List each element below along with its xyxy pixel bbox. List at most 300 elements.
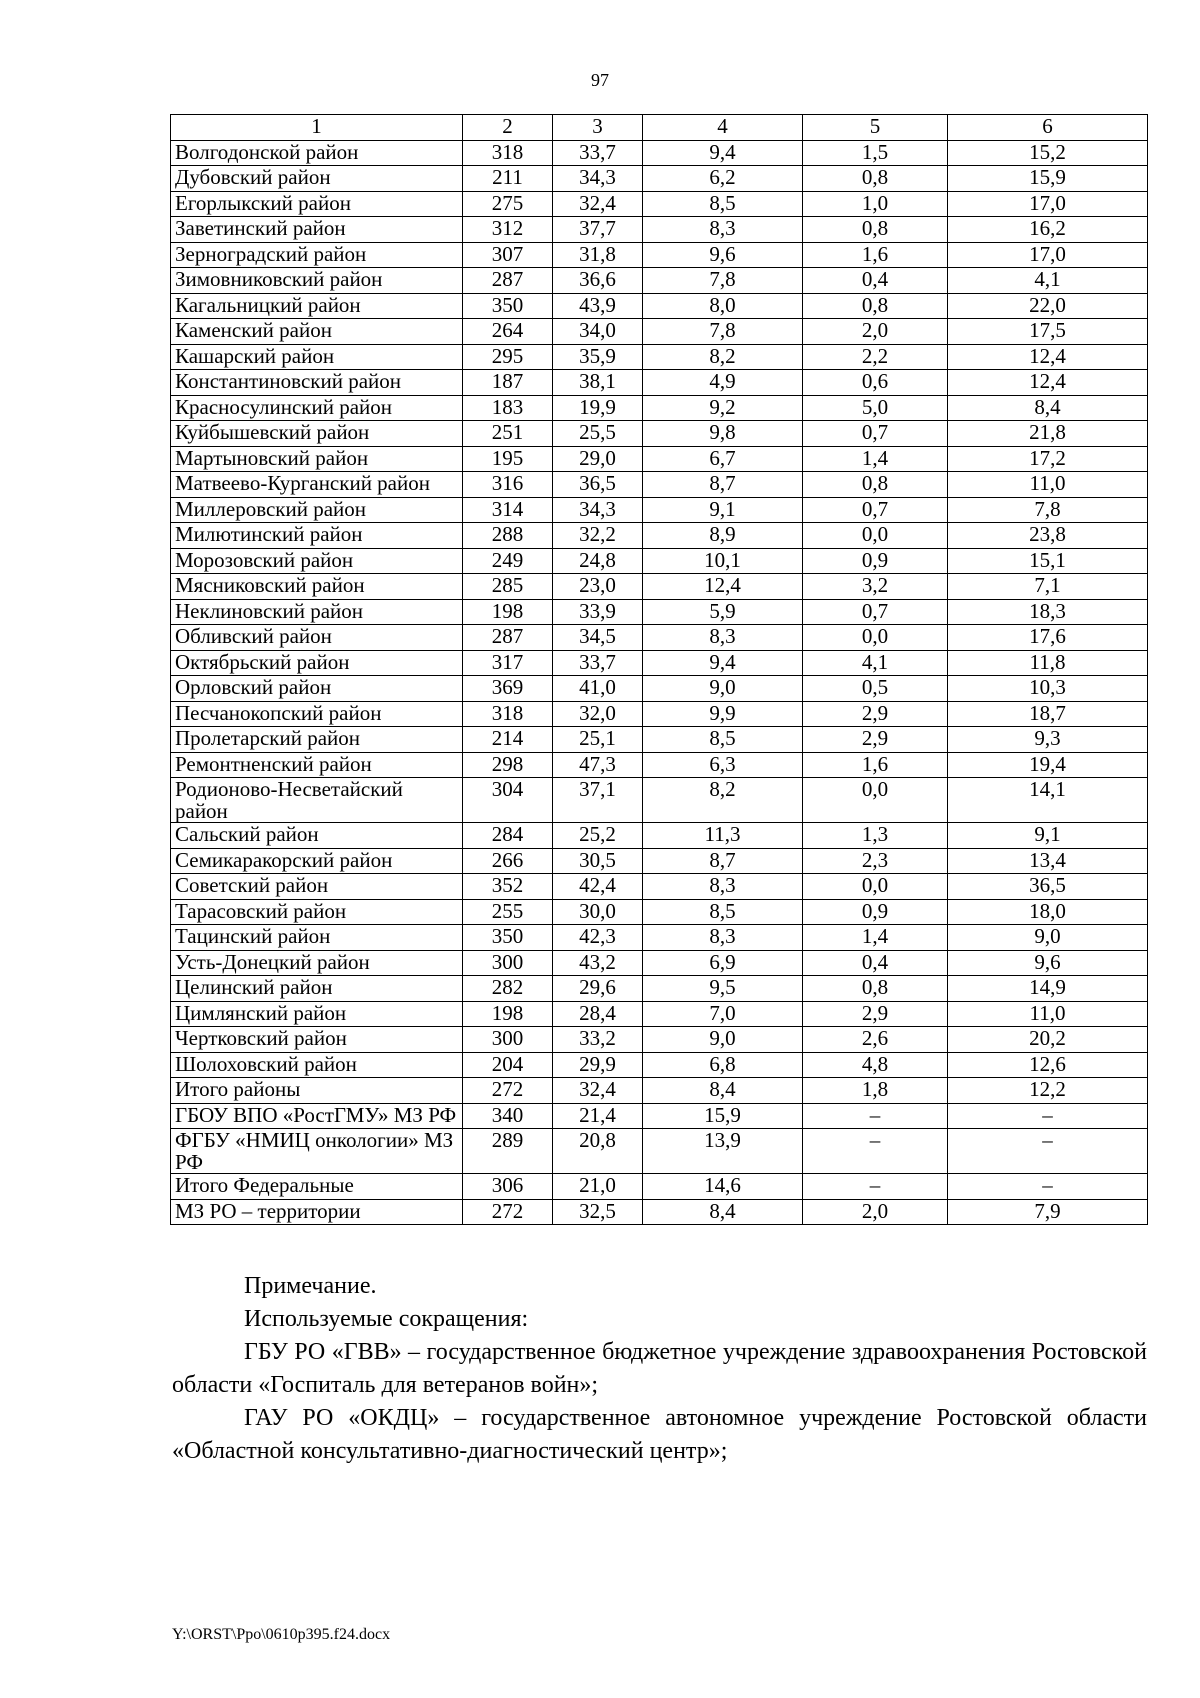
- value-cell: 272: [463, 1078, 553, 1104]
- value-cell: 317: [463, 650, 553, 676]
- value-cell: 12,6: [948, 1052, 1148, 1078]
- value-cell: 10,3: [948, 676, 1148, 702]
- value-cell: 4,1: [803, 650, 948, 676]
- row-label-cell: Мясниковский район: [171, 574, 463, 600]
- table-row: [171, 848, 1148, 874]
- row-label-cell: Песчанокопский район: [171, 701, 463, 727]
- table-row: [171, 676, 1148, 702]
- value-cell: 14,1: [948, 778, 1148, 823]
- value-cell: 34,5: [553, 625, 643, 651]
- value-cell: 0,0: [803, 625, 948, 651]
- note-subtitle: Используемые сокращения:: [244, 1306, 529, 1332]
- row-label-cell: Семикаракорский район: [171, 848, 463, 874]
- row-label-cell: Сальский район: [171, 823, 463, 849]
- value-cell: 314: [463, 497, 553, 523]
- value-cell: 8,3: [643, 625, 803, 651]
- value-cell: 8,7: [643, 848, 803, 874]
- row-label-cell: Усть-Донецкий район: [171, 950, 463, 976]
- value-cell: 9,9: [643, 701, 803, 727]
- table-row: [171, 370, 1148, 396]
- row-label-cell: Заветинский район: [171, 217, 463, 243]
- value-cell: 12,4: [643, 574, 803, 600]
- table-row: [171, 421, 1148, 447]
- value-cell: 285: [463, 574, 553, 600]
- value-cell: 21,0: [553, 1174, 643, 1200]
- table-row: [171, 497, 1148, 523]
- note-item-okdc: ГАУ РО «ОКДЦ» – государственное автономное учреждение Ростовской области «Областной консультативно-диагностический центр»;: [172, 1405, 1147, 1464]
- row-label-cell: Родионово-Несветайский район: [171, 778, 463, 823]
- value-cell: 1,0: [803, 191, 948, 217]
- table-row: [171, 472, 1148, 498]
- value-cell: 5,9: [643, 599, 803, 625]
- value-cell: 204: [463, 1052, 553, 1078]
- value-cell: 34,0: [553, 319, 643, 345]
- value-cell: 8,5: [643, 899, 803, 925]
- value-cell: 289: [463, 1129, 553, 1174]
- row-label-cell: МЗ РО – территории: [171, 1199, 463, 1225]
- value-cell: 288: [463, 523, 553, 549]
- value-cell: 287: [463, 625, 553, 651]
- value-cell: 30,0: [553, 899, 643, 925]
- row-label-cell: Егорлыкский район: [171, 191, 463, 217]
- value-cell: 284: [463, 823, 553, 849]
- value-cell: 369: [463, 676, 553, 702]
- value-cell: 0,9: [803, 548, 948, 574]
- table-row: [171, 344, 1148, 370]
- value-cell: 6,8: [643, 1052, 803, 1078]
- value-cell: 2,2: [803, 344, 948, 370]
- value-cell: –: [803, 1129, 948, 1174]
- value-cell: 340: [463, 1103, 553, 1129]
- value-cell: 300: [463, 1027, 553, 1053]
- value-cell: –: [803, 1103, 948, 1129]
- table-row: [171, 1001, 1148, 1027]
- value-cell: 8,4: [643, 1199, 803, 1225]
- row-label-cell: Волгодонской район: [171, 140, 463, 166]
- table-row: [171, 752, 1148, 778]
- table-row: [171, 523, 1148, 549]
- value-cell: 9,6: [948, 950, 1148, 976]
- value-cell: 9,5: [643, 976, 803, 1002]
- value-cell: 21,4: [553, 1103, 643, 1129]
- row-label-cell: Тацинский район: [171, 925, 463, 951]
- value-cell: 37,7: [553, 217, 643, 243]
- value-cell: 6,2: [643, 166, 803, 192]
- value-cell: 9,3: [948, 727, 1148, 753]
- value-cell: 31,8: [553, 242, 643, 268]
- row-label-cell: Красносулинский район: [171, 395, 463, 421]
- row-label-cell: Каменский район: [171, 319, 463, 345]
- value-cell: –: [803, 1174, 948, 1200]
- value-cell: 36,5: [553, 472, 643, 498]
- value-cell: 2,9: [803, 1001, 948, 1027]
- value-cell: –: [948, 1174, 1148, 1200]
- value-cell: 195: [463, 446, 553, 472]
- value-cell: 17,2: [948, 446, 1148, 472]
- note-title: Примечание.: [244, 1273, 377, 1299]
- table-row: [171, 823, 1148, 849]
- value-cell: 33,9: [553, 599, 643, 625]
- row-label-cell: ФГБУ «НМИЦ онкологии» МЗ РФ: [171, 1129, 463, 1174]
- value-cell: 287: [463, 268, 553, 294]
- value-cell: 3,2: [803, 574, 948, 600]
- value-cell: 318: [463, 140, 553, 166]
- value-cell: 35,9: [553, 344, 643, 370]
- value-cell: 0,8: [803, 976, 948, 1002]
- value-cell: 0,0: [803, 874, 948, 900]
- table-row: [171, 574, 1148, 600]
- value-cell: 42,4: [553, 874, 643, 900]
- table-row: [171, 319, 1148, 345]
- value-cell: 15,9: [643, 1103, 803, 1129]
- value-cell: 37,1: [553, 778, 643, 823]
- value-cell: 18,0: [948, 899, 1148, 925]
- value-cell: 33,7: [553, 650, 643, 676]
- value-cell: 2,6: [803, 1027, 948, 1053]
- row-label-cell: Матвеево-Курганский район: [171, 472, 463, 498]
- value-cell: 34,3: [553, 166, 643, 192]
- row-label-cell: Ремонтненский район: [171, 752, 463, 778]
- value-cell: 1,5: [803, 140, 948, 166]
- value-cell: 8,7: [643, 472, 803, 498]
- row-label-cell: Константиновский район: [171, 370, 463, 396]
- value-cell: 6,3: [643, 752, 803, 778]
- value-cell: 1,6: [803, 242, 948, 268]
- value-cell: 14,9: [948, 976, 1148, 1002]
- value-cell: 8,9: [643, 523, 803, 549]
- value-cell: 8,3: [643, 925, 803, 951]
- table-body: [171, 140, 1148, 1225]
- column-header-2: 2: [463, 115, 553, 141]
- value-cell: 8,3: [643, 874, 803, 900]
- value-cell: 211: [463, 166, 553, 192]
- table-row: [171, 1078, 1148, 1104]
- value-cell: 255: [463, 899, 553, 925]
- value-cell: 8,2: [643, 778, 803, 823]
- value-cell: 20,2: [948, 1027, 1148, 1053]
- value-cell: 198: [463, 1001, 553, 1027]
- value-cell: 11,0: [948, 472, 1148, 498]
- value-cell: 275: [463, 191, 553, 217]
- value-cell: 11,8: [948, 650, 1148, 676]
- value-cell: 13,4: [948, 848, 1148, 874]
- value-cell: 350: [463, 925, 553, 951]
- value-cell: 32,4: [553, 191, 643, 217]
- value-cell: 10,1: [643, 548, 803, 574]
- value-cell: 7,9: [948, 1199, 1148, 1225]
- value-cell: 42,3: [553, 925, 643, 951]
- value-cell: 0,4: [803, 268, 948, 294]
- value-cell: 300: [463, 950, 553, 976]
- value-cell: 352: [463, 874, 553, 900]
- value-cell: 24,8: [553, 548, 643, 574]
- table-row: [171, 976, 1148, 1002]
- row-label-cell: Цимлянский район: [171, 1001, 463, 1027]
- table-row: [171, 650, 1148, 676]
- value-cell: 0,8: [803, 166, 948, 192]
- value-cell: 34,3: [553, 497, 643, 523]
- value-cell: 198: [463, 599, 553, 625]
- value-cell: 350: [463, 293, 553, 319]
- value-cell: 14,6: [643, 1174, 803, 1200]
- value-cell: 7,8: [643, 268, 803, 294]
- value-cell: 16,2: [948, 217, 1148, 243]
- value-cell: 29,9: [553, 1052, 643, 1078]
- row-label-cell: ГБОУ ВПО «РостГМУ» МЗ РФ: [171, 1103, 463, 1129]
- row-label-cell: Советский район: [171, 874, 463, 900]
- table-row: [171, 1027, 1148, 1053]
- value-cell: 11,0: [948, 1001, 1148, 1027]
- row-label-cell: Орловский район: [171, 676, 463, 702]
- value-cell: 183: [463, 395, 553, 421]
- value-cell: 28,4: [553, 1001, 643, 1027]
- row-label-cell: Пролетарский район: [171, 727, 463, 753]
- value-cell: 12,2: [948, 1078, 1148, 1104]
- value-cell: 17,5: [948, 319, 1148, 345]
- value-cell: 8,4: [643, 1078, 803, 1104]
- value-cell: 306: [463, 1174, 553, 1200]
- value-cell: 15,9: [948, 166, 1148, 192]
- value-cell: 298: [463, 752, 553, 778]
- value-cell: 0,8: [803, 472, 948, 498]
- value-cell: 318: [463, 701, 553, 727]
- table-row: [171, 268, 1148, 294]
- value-cell: 266: [463, 848, 553, 874]
- value-cell: 2,3: [803, 848, 948, 874]
- value-cell: 312: [463, 217, 553, 243]
- value-cell: 9,4: [643, 140, 803, 166]
- table-row: [171, 727, 1148, 753]
- value-cell: 33,2: [553, 1027, 643, 1053]
- column-header-1: 1: [171, 115, 463, 141]
- value-cell: 9,0: [643, 1027, 803, 1053]
- value-cell: 30,5: [553, 848, 643, 874]
- value-cell: 0,9: [803, 899, 948, 925]
- value-cell: 13,9: [643, 1129, 803, 1174]
- value-cell: 29,0: [553, 446, 643, 472]
- row-label-cell: Зимовниковский район: [171, 268, 463, 294]
- value-cell: 7,0: [643, 1001, 803, 1027]
- table-row: [171, 1199, 1148, 1225]
- value-cell: 43,2: [553, 950, 643, 976]
- row-label-cell: Чертковский район: [171, 1027, 463, 1053]
- table-row: [171, 701, 1148, 727]
- row-label-cell: Миллеровский район: [171, 497, 463, 523]
- table-row: [171, 395, 1148, 421]
- value-cell: 0,7: [803, 497, 948, 523]
- value-cell: 2,9: [803, 727, 948, 753]
- value-cell: 9,6: [643, 242, 803, 268]
- column-header-3: 3: [553, 115, 643, 141]
- row-label-cell: Мартыновский район: [171, 446, 463, 472]
- value-cell: 2,0: [803, 1199, 948, 1225]
- value-cell: 1,4: [803, 446, 948, 472]
- value-cell: 1,6: [803, 752, 948, 778]
- value-cell: 0,6: [803, 370, 948, 396]
- value-cell: 20,8: [553, 1129, 643, 1174]
- value-cell: 7,8: [948, 497, 1148, 523]
- value-cell: 295: [463, 344, 553, 370]
- value-cell: 0,0: [803, 778, 948, 823]
- value-cell: –: [948, 1129, 1148, 1174]
- value-cell: 36,5: [948, 874, 1148, 900]
- value-cell: 307: [463, 242, 553, 268]
- value-cell: 17,0: [948, 191, 1148, 217]
- value-cell: 32,0: [553, 701, 643, 727]
- table-row: [171, 191, 1148, 217]
- value-cell: 9,4: [643, 650, 803, 676]
- value-cell: 2,9: [803, 701, 948, 727]
- value-cell: 8,4: [948, 395, 1148, 421]
- table-row: [171, 446, 1148, 472]
- value-cell: 0,7: [803, 599, 948, 625]
- value-cell: 0,8: [803, 217, 948, 243]
- table-row: [171, 1052, 1148, 1078]
- row-label-cell: Неклиновский район: [171, 599, 463, 625]
- value-cell: 4,1: [948, 268, 1148, 294]
- row-label-cell: Морозовский район: [171, 548, 463, 574]
- value-cell: 32,2: [553, 523, 643, 549]
- value-cell: 36,6: [553, 268, 643, 294]
- value-cell: 43,9: [553, 293, 643, 319]
- value-cell: 2,0: [803, 319, 948, 345]
- value-cell: 11,3: [643, 823, 803, 849]
- table-row: [171, 950, 1148, 976]
- value-cell: 249: [463, 548, 553, 574]
- row-label-cell: Кагальницкий район: [171, 293, 463, 319]
- value-cell: 0,4: [803, 950, 948, 976]
- value-cell: 17,0: [948, 242, 1148, 268]
- row-label-cell: Итого Федеральные: [171, 1174, 463, 1200]
- value-cell: 9,2: [643, 395, 803, 421]
- row-label-cell: Целинский район: [171, 976, 463, 1002]
- value-cell: 21,8: [948, 421, 1148, 447]
- value-cell: 264: [463, 319, 553, 345]
- table-row: [171, 140, 1148, 166]
- row-label-cell: Шолоховский район: [171, 1052, 463, 1078]
- value-cell: 6,7: [643, 446, 803, 472]
- value-cell: 18,3: [948, 599, 1148, 625]
- value-cell: 9,1: [948, 823, 1148, 849]
- value-cell: 7,1: [948, 574, 1148, 600]
- value-cell: 8,3: [643, 217, 803, 243]
- value-cell: 9,1: [643, 497, 803, 523]
- table-row: [171, 217, 1148, 243]
- value-cell: 0,5: [803, 676, 948, 702]
- value-cell: 1,3: [803, 823, 948, 849]
- note-item-gvv: ГБУ РО «ГВВ» – государственное бюджетное учреждение здравоохранения Ростовской области «Госпиталь для ветеранов войн»;: [172, 1339, 1147, 1398]
- file-path: Y:\ORST\Ppo\0610p395.f24.docx: [172, 1626, 391, 1643]
- note-section: [172, 1270, 1147, 1468]
- value-cell: 5,0: [803, 395, 948, 421]
- row-label-cell: Куйбышевский район: [171, 421, 463, 447]
- value-cell: 12,4: [948, 370, 1148, 396]
- table-row: [171, 166, 1148, 192]
- table-row: [171, 548, 1148, 574]
- value-cell: 38,1: [553, 370, 643, 396]
- value-cell: 251: [463, 421, 553, 447]
- value-cell: 282: [463, 976, 553, 1002]
- column-header-6: 6: [948, 115, 1148, 141]
- value-cell: 23,0: [553, 574, 643, 600]
- value-cell: 0,8: [803, 293, 948, 319]
- value-cell: 22,0: [948, 293, 1148, 319]
- value-cell: 33,7: [553, 140, 643, 166]
- value-cell: 47,3: [553, 752, 643, 778]
- value-cell: 8,5: [643, 727, 803, 753]
- value-cell: 272: [463, 1199, 553, 1225]
- value-cell: 316: [463, 472, 553, 498]
- table-row: [171, 778, 1148, 823]
- value-cell: 0,0: [803, 523, 948, 549]
- statistics-table: [170, 114, 1148, 1225]
- value-cell: 304: [463, 778, 553, 823]
- value-cell: 0,7: [803, 421, 948, 447]
- row-label-cell: Итого районы: [171, 1078, 463, 1104]
- value-cell: 23,8: [948, 523, 1148, 549]
- value-cell: 1,8: [803, 1078, 948, 1104]
- table-row: [171, 1174, 1148, 1200]
- row-label-cell: Милютинский район: [171, 523, 463, 549]
- table-row: [171, 293, 1148, 319]
- column-header-4: 4: [643, 115, 803, 141]
- table-row: [171, 599, 1148, 625]
- row-label-cell: Дубовский район: [171, 166, 463, 192]
- value-cell: 25,2: [553, 823, 643, 849]
- value-cell: 9,8: [643, 421, 803, 447]
- value-cell: 12,4: [948, 344, 1148, 370]
- value-cell: 4,8: [803, 1052, 948, 1078]
- value-cell: 15,2: [948, 140, 1148, 166]
- value-cell: 19,9: [553, 395, 643, 421]
- value-cell: 32,5: [553, 1199, 643, 1225]
- value-cell: 7,8: [643, 319, 803, 345]
- column-header-5: 5: [803, 115, 948, 141]
- table-header-row: [171, 115, 1148, 141]
- row-label-cell: Кашарский район: [171, 344, 463, 370]
- value-cell: 187: [463, 370, 553, 396]
- value-cell: 29,6: [553, 976, 643, 1002]
- value-cell: 8,5: [643, 191, 803, 217]
- value-cell: 9,0: [948, 925, 1148, 951]
- value-cell: 15,1: [948, 548, 1148, 574]
- table-row: [171, 1129, 1148, 1174]
- value-cell: 32,4: [553, 1078, 643, 1104]
- value-cell: 1,4: [803, 925, 948, 951]
- value-cell: 4,9: [643, 370, 803, 396]
- table-row: [171, 899, 1148, 925]
- page-number: 97: [591, 70, 609, 90]
- value-cell: –: [948, 1103, 1148, 1129]
- table-row: [171, 874, 1148, 900]
- table-row: [171, 242, 1148, 268]
- value-cell: 25,5: [553, 421, 643, 447]
- value-cell: 41,0: [553, 676, 643, 702]
- row-label-cell: Зерноградский район: [171, 242, 463, 268]
- row-label-cell: Октябрьский район: [171, 650, 463, 676]
- row-label-cell: Тарасовский район: [171, 899, 463, 925]
- value-cell: 17,6: [948, 625, 1148, 651]
- table-row: [171, 925, 1148, 951]
- value-cell: 18,7: [948, 701, 1148, 727]
- table-row: [171, 1103, 1148, 1129]
- value-cell: 9,0: [643, 676, 803, 702]
- value-cell: 19,4: [948, 752, 1148, 778]
- value-cell: 6,9: [643, 950, 803, 976]
- row-label-cell: Обливский район: [171, 625, 463, 651]
- value-cell: 214: [463, 727, 553, 753]
- value-cell: 8,2: [643, 344, 803, 370]
